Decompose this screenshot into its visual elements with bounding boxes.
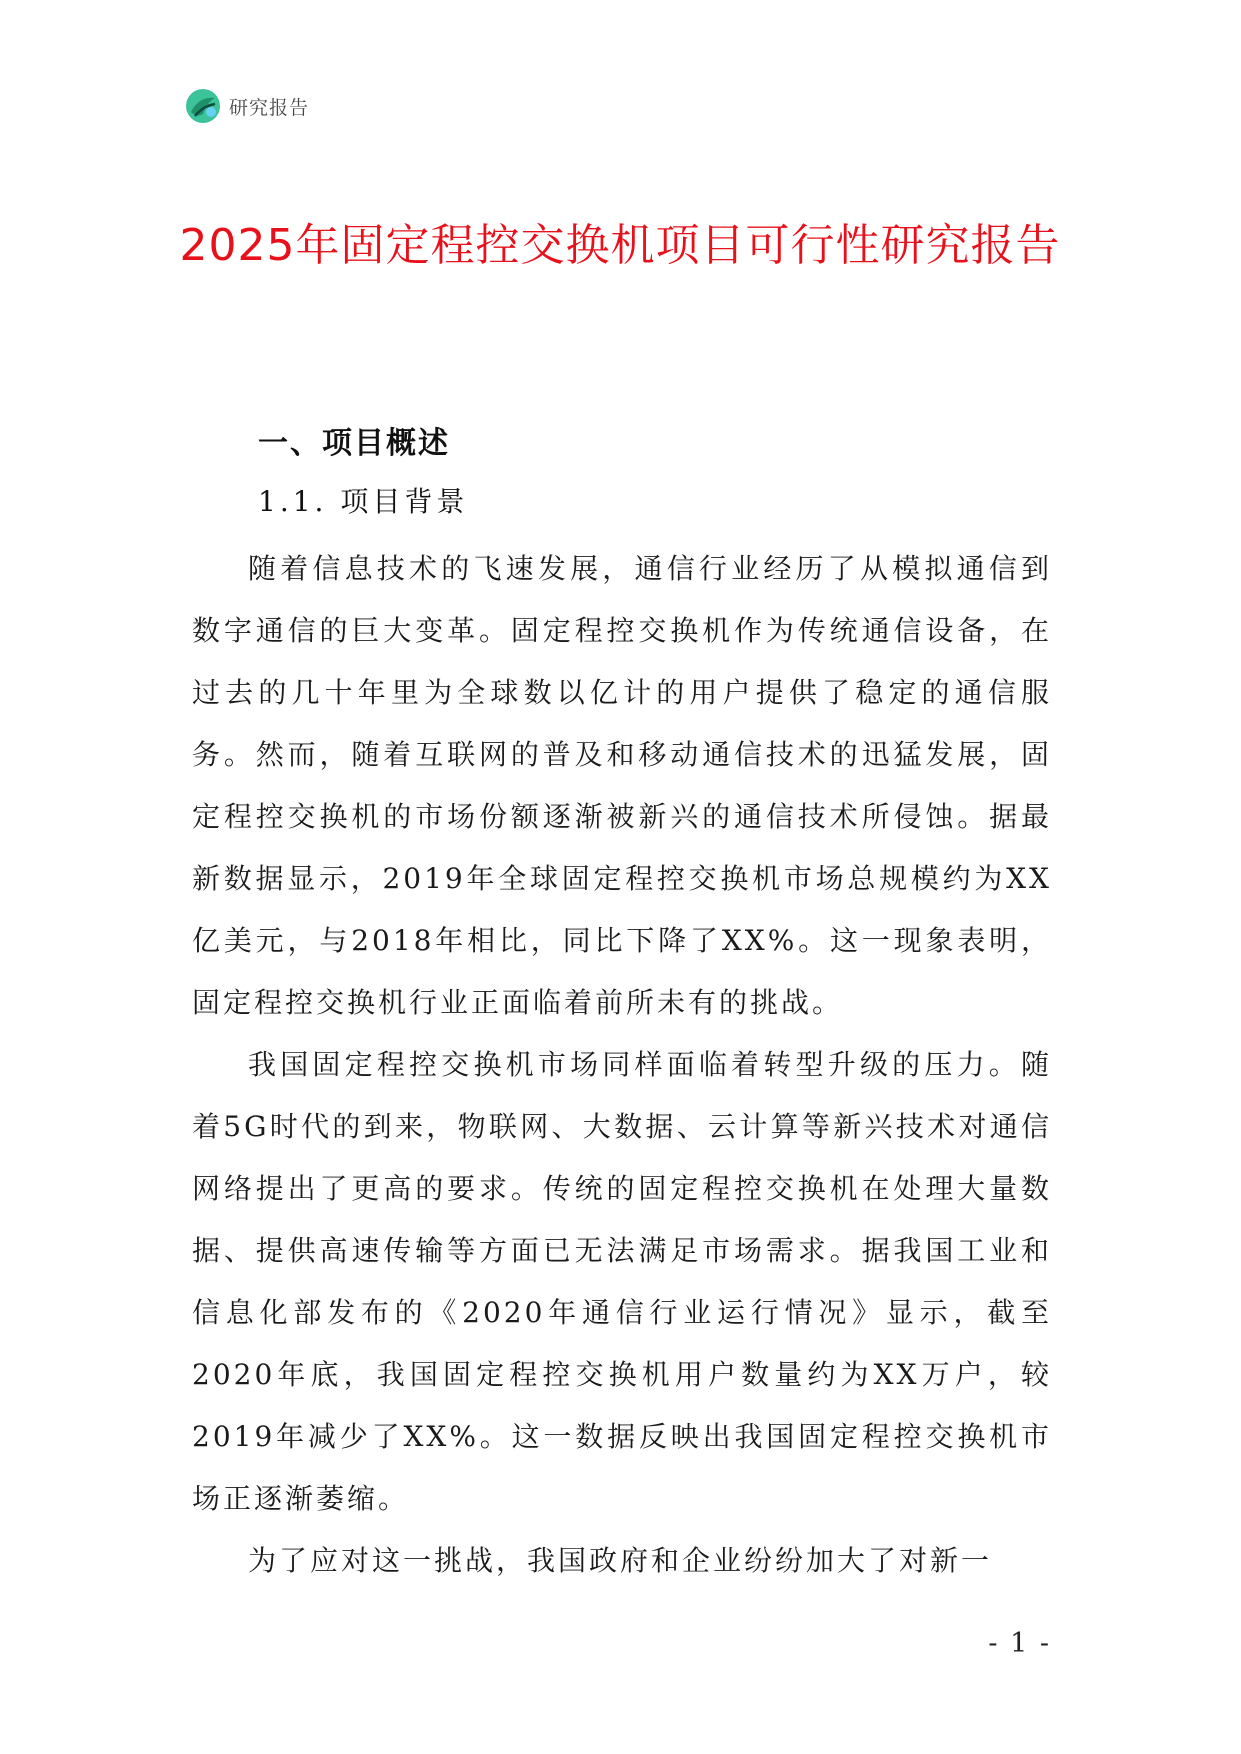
sub-heading: 1.1. 项目背景: [258, 485, 469, 518]
header-label: 研究报告: [229, 96, 310, 119]
report-header: [185, 88, 309, 124]
body-text: [192, 538, 1052, 1592]
document-title: 2025年固定程控交换机项目可行性研究报告: [179, 220, 1061, 271]
leaf-logo-icon: [185, 88, 221, 124]
section-heading: 一、项目概述: [258, 426, 450, 461]
paragraph: 我国固定程控交换机市场同样面临着转型升级的压力。随着5G时代的到来，物联网、大数据、云计算等新兴技术对通信网络提出了更高的要求。传统的固定程控交换机在处理大量数据、提供高速传输等方面已无法满足市场需求。据我国工业和信息化部发布的《2020年通信行业运行情况》显示，截至2020年底，我国固定程控交换机用户数量约为XX万户，较2019年减少了XX%。这一数据反映出我国固定程控交换机市场正逐渐萎缩。: [192, 1048, 1052, 1515]
paragraph: 为了应对这一挑战，我国政府和企业纷纷加大了对新一: [248, 1544, 993, 1577]
paragraph: 随着信息技术的飞速发展，通信行业经历了从模拟通信到数字通信的巨大变革。固定程控交换机作为传统通信设备，在过去的几十年里为全球数以亿计的用户提供了稳定的通信服务。然而，随着互联网的普及和移动通信技术的迅猛发展，固定程控交换机的市场份额逐渐被新兴的通信技术所侵蚀。据最新数据显示，2019年全球固定程控交换机市场总规模约为XX亿美元，与2018年相比，同比下降了XX%。这一现象表明，固定程控交换机行业正面临着前所未有的挑战。: [192, 552, 1052, 1019]
page-number: - 1 -: [988, 1628, 1051, 1659]
